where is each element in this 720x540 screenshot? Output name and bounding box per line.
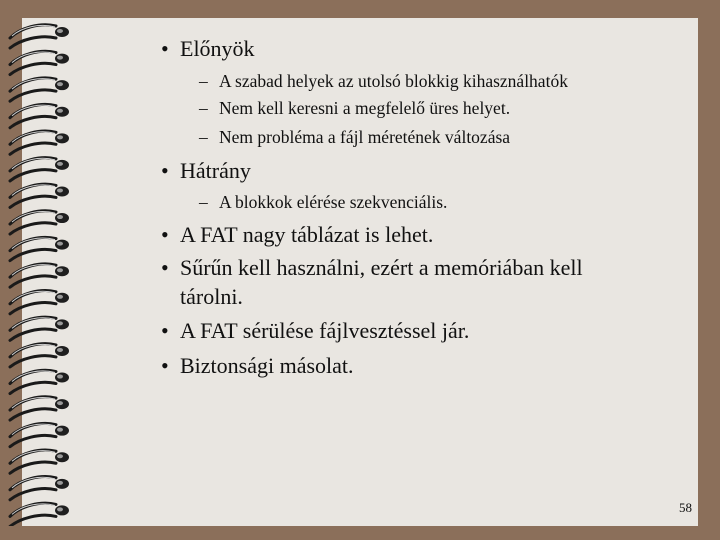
bullet-text-line1: Sűrűn kell használni, ezért a memóriában kell bbox=[180, 255, 583, 280]
bullet-dot: • bbox=[161, 158, 169, 183]
page-number: 58 bbox=[679, 500, 692, 515]
bullet-text: A FAT nagy táblázat is lehet. bbox=[180, 222, 434, 247]
bullet-text: Biztonsági másolat. bbox=[180, 353, 354, 378]
sub-bullet-text: Nem kell keresni a megfelelő üres helyet. bbox=[219, 98, 511, 118]
bullet-text: A FAT sérülése fájlvesztéssel jár. bbox=[180, 318, 470, 343]
sub-bullet-dash: – bbox=[199, 98, 208, 118]
bullet-dot: • bbox=[161, 353, 169, 378]
sub-bullet-text: A blokkok elérése szekvenciális. bbox=[219, 192, 448, 212]
bullet-dot: • bbox=[161, 222, 169, 247]
bullet-text-line2: tárolni. bbox=[180, 284, 243, 309]
sub-bullet-text: Nem probléma a fájl méretének változása bbox=[219, 127, 511, 147]
sub-bullet-dash: – bbox=[199, 127, 208, 147]
sub-bullet-dash: – bbox=[199, 71, 208, 91]
sub-bullet-text: A szabad helyek az utolsó blokkig kihasználhatók bbox=[219, 71, 568, 91]
bullet-dot: • bbox=[161, 318, 169, 343]
bullet-dot: • bbox=[161, 36, 169, 61]
bullet-dot: • bbox=[161, 255, 169, 280]
bullet-text: Hátrány bbox=[180, 158, 251, 183]
bullet-text: Előnyök bbox=[180, 36, 255, 61]
sub-bullet-dash: – bbox=[199, 192, 208, 212]
